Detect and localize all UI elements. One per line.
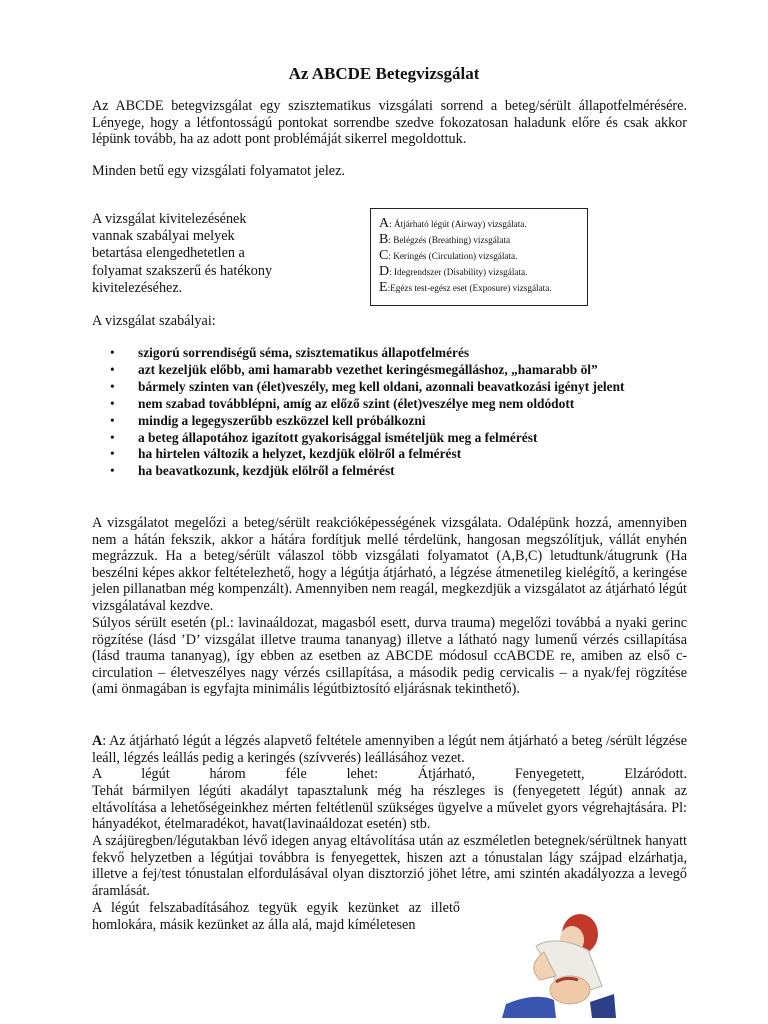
airway-release-paragraph: A légút felszabadításához tegyük egyik kezünket az illető homlokára, másik kezünket az álla alá, majd kíméletesen [92,900,460,933]
rules-list [92,345,692,480]
patient-head [550,976,590,1004]
legend-row-d: D: Idegrendszer (Disability) vizsgálata. [379,264,528,279]
foreign-body-paragraph: Tehát bármilyen légúti akadályt tapasztalunk még ha részleges is (fenyegetett légút) annak az eltávolítása a lehetőségeinkhez mérten feltétlenül szükséges ügyelve a művelet gyors végrehajtására. Pl: hányadékot, ételmaradékot, havat(lavinaáldozat esetén) stb. [92,783,687,833]
airway-types-paragraph: A légút három féle lehet: Átjárható, Fenyegetett, Elzáródott. [92,766,687,782]
tongue-paragraph: A szájüregben/légutakban lévő idegen anyag eltávolítása után az eszméletlen betegnek/sérültnek hanyatt fekvő helyzetben a légútjai továbbra is fenyegettek, hiszen azt a tónustalan lágy szájpad elzárhatja, illetve a fej/test tónustalan elfordulásával olyan disztorzió jöhet létre, ami szintén akadályozza a levegő áramlását. [92,833,687,899]
list-item: • nem szabad továbblépni, amíg az előző szint (élet)veszélye meg nem oldódott [110,395,575,411]
responsiveness-paragraph: A vizsgálatot megelőzi a beteg/sérült reakcióképességének vizsgálata. Odalépünk hozzá, amennyiben nem a hátán fekszik, akkor a hátára fordítjuk mellé térdelünk, hangosan megszólítjuk, vállát enyhén megrázzuk. Ha a beteg/sérült válaszol több vizsgálati folyamatot (A,B,C) letudtunk/átugrunk (Ha beszélni képes akkor feltételezhető, hogy a légútja átjárható, a légzése átmenetileg kielégítő, a keringése jelen pillanatban még kompenzált). Amennyiben nem reagál, megkezdjük a vizsgálatot az átjárható légút vizsgálatával kezdve. [92,515,687,614]
list-item: • ha beavatkozunk, kezdjük elölről a felmérést [110,463,395,479]
legend-row-c: C: Keringés (Circulation) vizsgálata. [379,248,518,263]
intro-paragraph: Az ABCDE betegvizsgálat egy szisztematikus vizsgálati sorrend a beteg/sérült állapotfelmérésére. Lényege, hogy a létfontosságú pontokat sorrendbe szedve fokozatosan haladunk előre és csak akkor lépünk tovább, ha az adott pont problémáját sikerrel megoldottuk. [92,98,687,148]
letters-sentence: Minden betű egy vizsgálati folyamatot jelez. [92,163,345,179]
list-item: • bármely szinten van (élet)veszély, meg kell oldani, azonnali beavatkozási igényt jelent [110,378,625,394]
list-item: • a beteg állapotához igazított gyakorisággal ismételjük meg a felmérést [110,429,538,445]
airway-paragraph: A: Az átjárható légút a légzés alapvető feltétele amennyiben a légút nem átjárható a beteg /sérült légzése leáll, légzés leállás pedig a keringés (szívverés) leállásához vezet. [92,733,687,766]
rules-intro-block: A vizsgálat kivitelezésének vannak szabályai melyek betartása elengedhetetlen a folyamat szakszerű és hatékony kivitelezéséhez. [92,211,273,296]
patient-shoulder [590,994,616,1018]
legend-row-b: B: Belégzés (Breathing) vizsgálata [379,232,511,247]
list-item: • szigorú sorrendiségű séma, szisztematikus állapotfelmérés [110,345,470,360]
list-item: • azt kezeljük előbb, ami hamarabb vezethet keringésmegálláshoz, „hamarabb öl” [110,361,598,377]
legend-row-a: A: Átjárható légút (Airway) vizsgálata. [379,216,527,231]
page-title: Az ABCDE Betegvizsgálat [288,64,480,83]
abcde-legend-box [370,208,588,306]
legend-row-e: E:Egézs test-egész eset (Exposure) vizsgálata. [379,280,552,295]
patient-shirt [502,997,556,1018]
list-item: • ha hirtelen változik a helyzet, kezdjük elölről a felmérést [110,446,462,462]
rules-heading: A vizsgálat szabályai: [92,313,216,329]
head-tilt-chin-lift-illustration [496,906,616,1018]
list-item: • mindig a legegyszerűbb eszközzel kell próbálkozni [110,412,426,428]
trauma-paragraph: Súlyos sérült esetén (pl.: lavinaáldozat, magasból esett, durva trauma) megelőzi továbbá a nyaki gerinc rögzítése (lásd ’D’ vizsgálat illetve trauma tananyag) illetve a látható nagy lumenű vérzés csillapítása (lásd trauma tananyag), így ebben az esetben az ABCDE módosul ccABCDE re, amiben az első c- circulation – életveszélyes nagy vérzés csillapítása, a második pedig cervicalis – a nyak/fej rögzítése (ami önmagában is egyfajta minimális légútbiztosító eljárásnak tekinthető). [92,615,687,698]
